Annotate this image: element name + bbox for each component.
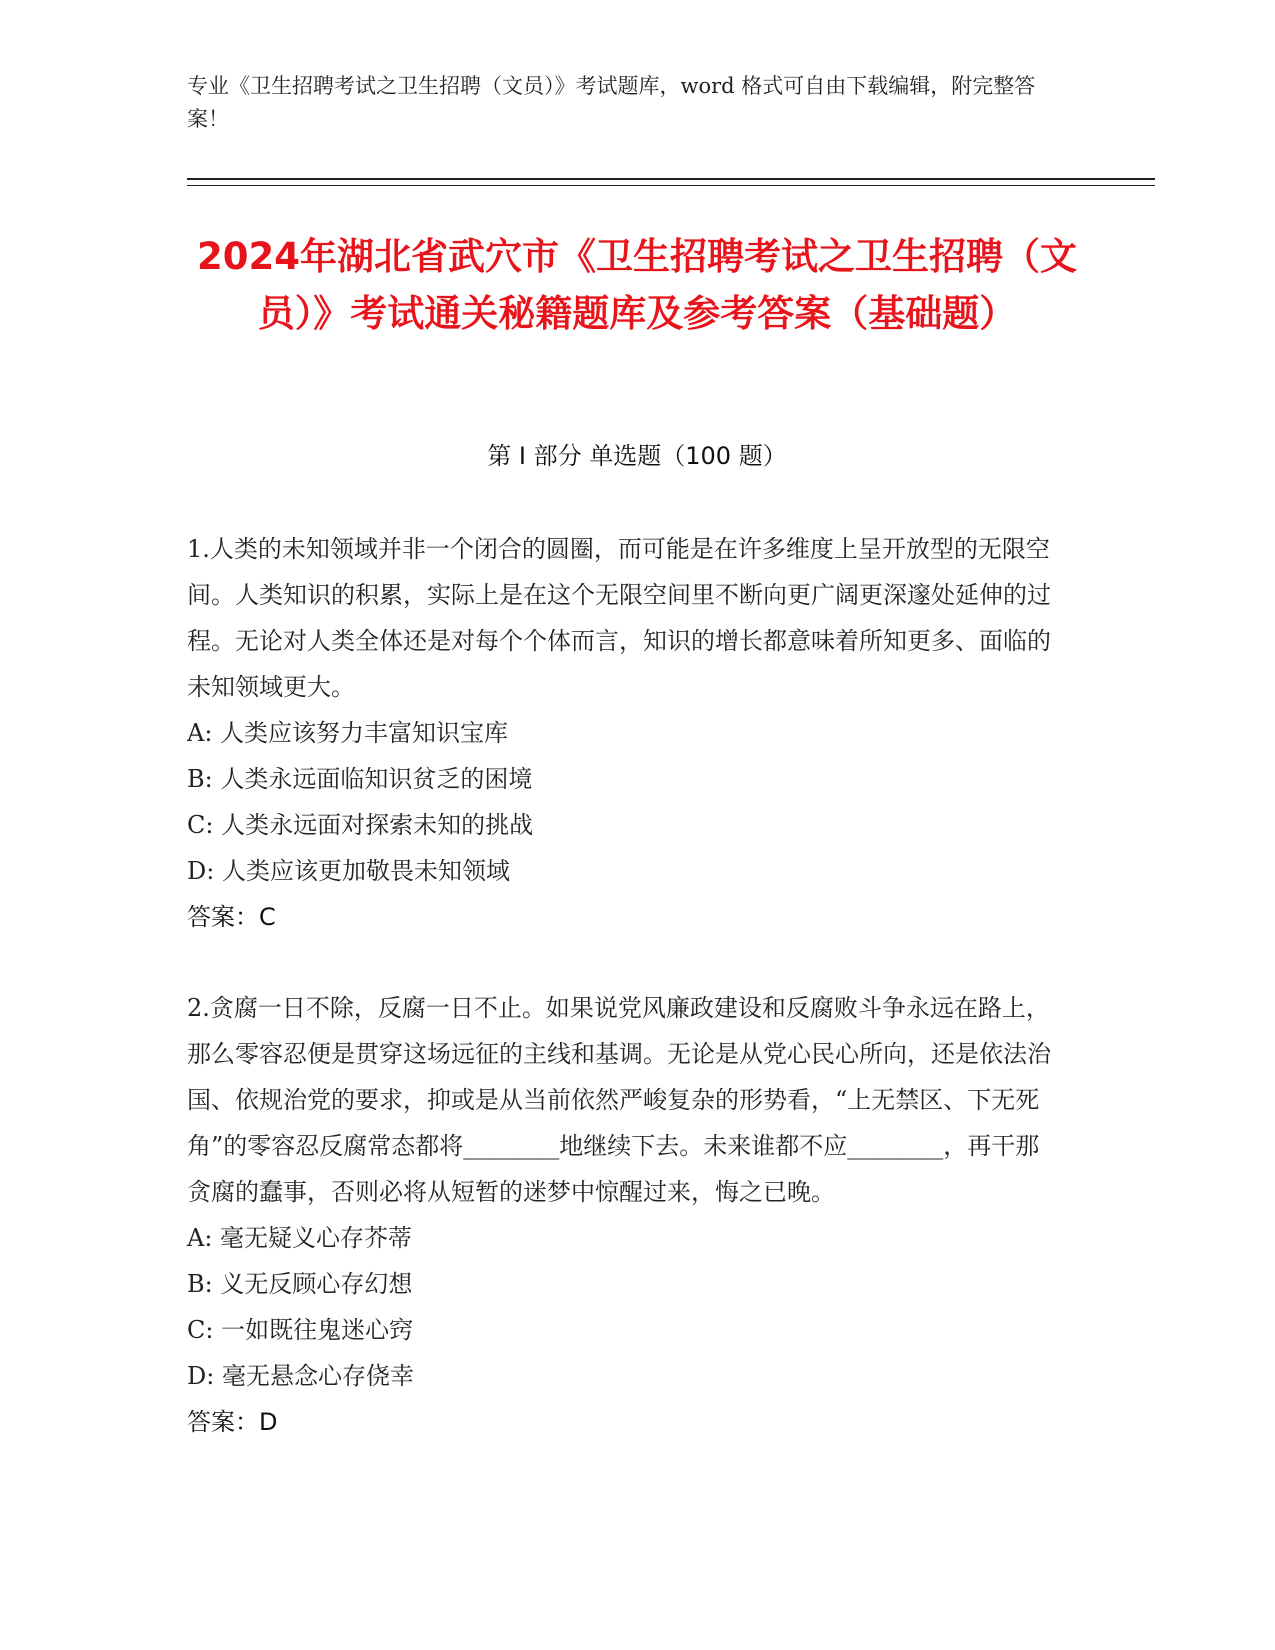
header-divider-thin <box>187 185 1155 186</box>
option-c: C: 一如既往鬼迷心窍 <box>187 1316 414 1344</box>
option-d: D: 人类应该更加敬畏未知领域 <box>187 857 510 885</box>
document-header <box>187 70 1067 136</box>
document-title: 2024年湖北省武穴市《卫生招聘考试之卫生招聘（文员）》考试通关秘籍题库及参考答案（基础题） <box>197 235 1077 335</box>
question-2 <box>187 985 1059 1445</box>
header-divider-thick <box>187 178 1155 180</box>
answer: 答案：D <box>187 1408 278 1436</box>
option-b: B: 人类永远面临知识贫乏的困境 <box>187 765 533 793</box>
header-text: 专业《卫生招聘考试之卫生招聘（文员）》考试题库，word 格式可自由下载编辑，附完整答案！ <box>187 74 1036 131</box>
option-d: D: 毫无悬念心存侥幸 <box>187 1362 414 1390</box>
option-a: A: 毫无疑义心存芥蒂 <box>187 1224 413 1252</box>
question-stem: 1.人类的未知领域并非一个闭合的圆圈，而可能是在许多维度上呈开放型的无限空间。人类知识的积累，实际上是在这个无限空间里不断向更广阔更深邃处延伸的过程。无论对人类全体还是对每个个体而言，知识的增长都意味着所知更多、面临的未知领域更大。 <box>187 535 1051 701</box>
option-a: A: 人类应该努力丰富知识宝库 <box>187 719 509 747</box>
option-c: C: 人类永远面对探索未知的挑战 <box>187 811 534 839</box>
section-heading: 第 I 部分 单选题（100 题） <box>487 442 787 470</box>
option-b: B: 义无反顾心存幻想 <box>187 1270 413 1298</box>
answer: 答案：C <box>187 903 276 931</box>
question-1 <box>187 526 1059 940</box>
question-stem: 2.贪腐一日不除，反腐一日不止。如果说党风廉政建设和反腐败斗争永远在路上，那么零容忍便是贯穿这场远征的主线和基调。无论是从党心民心所向，还是依法治国、依规治党的要求，抑或是从当前依然严峻复杂的形势看，“上无禁区、下无死角”的零容忍反腐常态都将________地继续下去。未来谁都不应________，再干那贪腐的蠢事，否则必将从短暂的迷梦中惊醒过来，悔之已晚。 <box>187 994 1051 1206</box>
